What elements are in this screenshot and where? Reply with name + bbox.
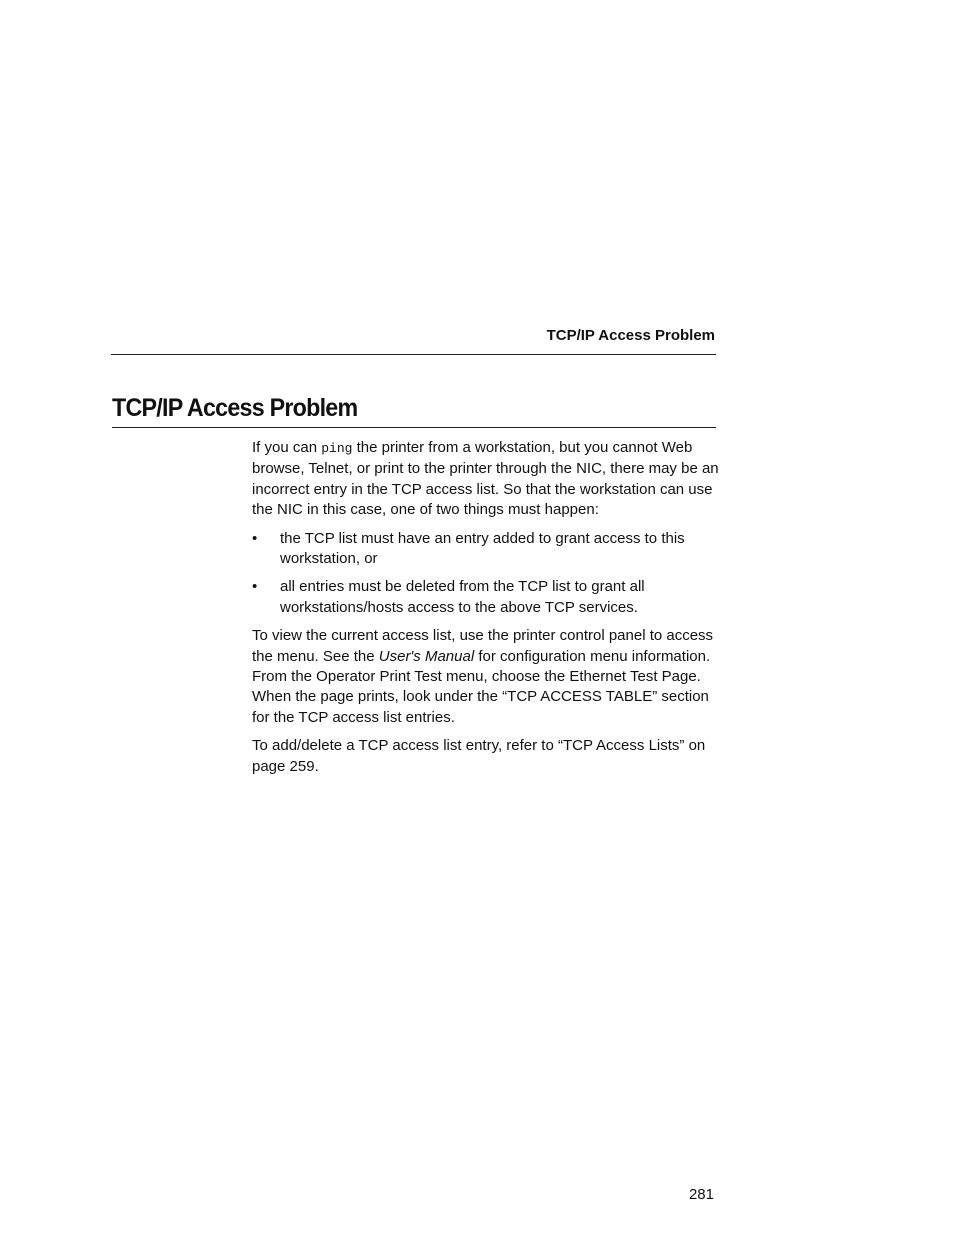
header-rule	[111, 354, 716, 355]
bullet-icon: •	[252, 529, 258, 547]
users-manual-title: User's Manual	[378, 647, 475, 665]
list-item	[252, 577, 722, 618]
paragraph-intro-text-2: the printer from a workstation, but you cannot Web browse, Telnet, or print to the printer through the NIC, there may be an incorrect entry in the TCP access list. So that the workstation can use the NIC in this case, one of two things must happen:	[252, 439, 719, 519]
bullet-list	[252, 529, 722, 619]
section-title: TCP/IP Access Problem	[112, 394, 358, 422]
running-header: TCP/IP Access Problem	[546, 327, 715, 344]
body-text	[252, 438, 722, 785]
paragraph-intro	[252, 438, 722, 521]
paragraph-view-text-1: To view the current access list, use the printer control panel to access the menu. See the	[252, 627, 714, 665]
ping-command: ping	[321, 441, 353, 456]
paragraph-add-delete: To add/delete a TCP access list entry, refer to “TCP Access Lists” on page 259.	[252, 737, 706, 775]
list-item	[252, 529, 722, 570]
paragraph-view-list	[252, 626, 722, 728]
paragraph-view-text-2: for configuration menu information. From the Operator Print Test menu, choose the Ethernet Test Page. When the page prints, look under the “TCP ACCESS TABLE” section for the TCP access list entries.	[252, 647, 711, 726]
title-rule	[112, 427, 716, 428]
page-number: 281	[688, 1186, 714, 1203]
list-item-text: the TCP list must have an entry added to grant access to this workstation, or	[280, 529, 685, 568]
list-item-text: all entries must be deleted from the TCP list to grant all workstations/hosts access to the above TCP services.	[280, 578, 645, 616]
bullet-icon: •	[252, 578, 258, 596]
paragraph-intro-text-1: If you can	[252, 439, 322, 456]
